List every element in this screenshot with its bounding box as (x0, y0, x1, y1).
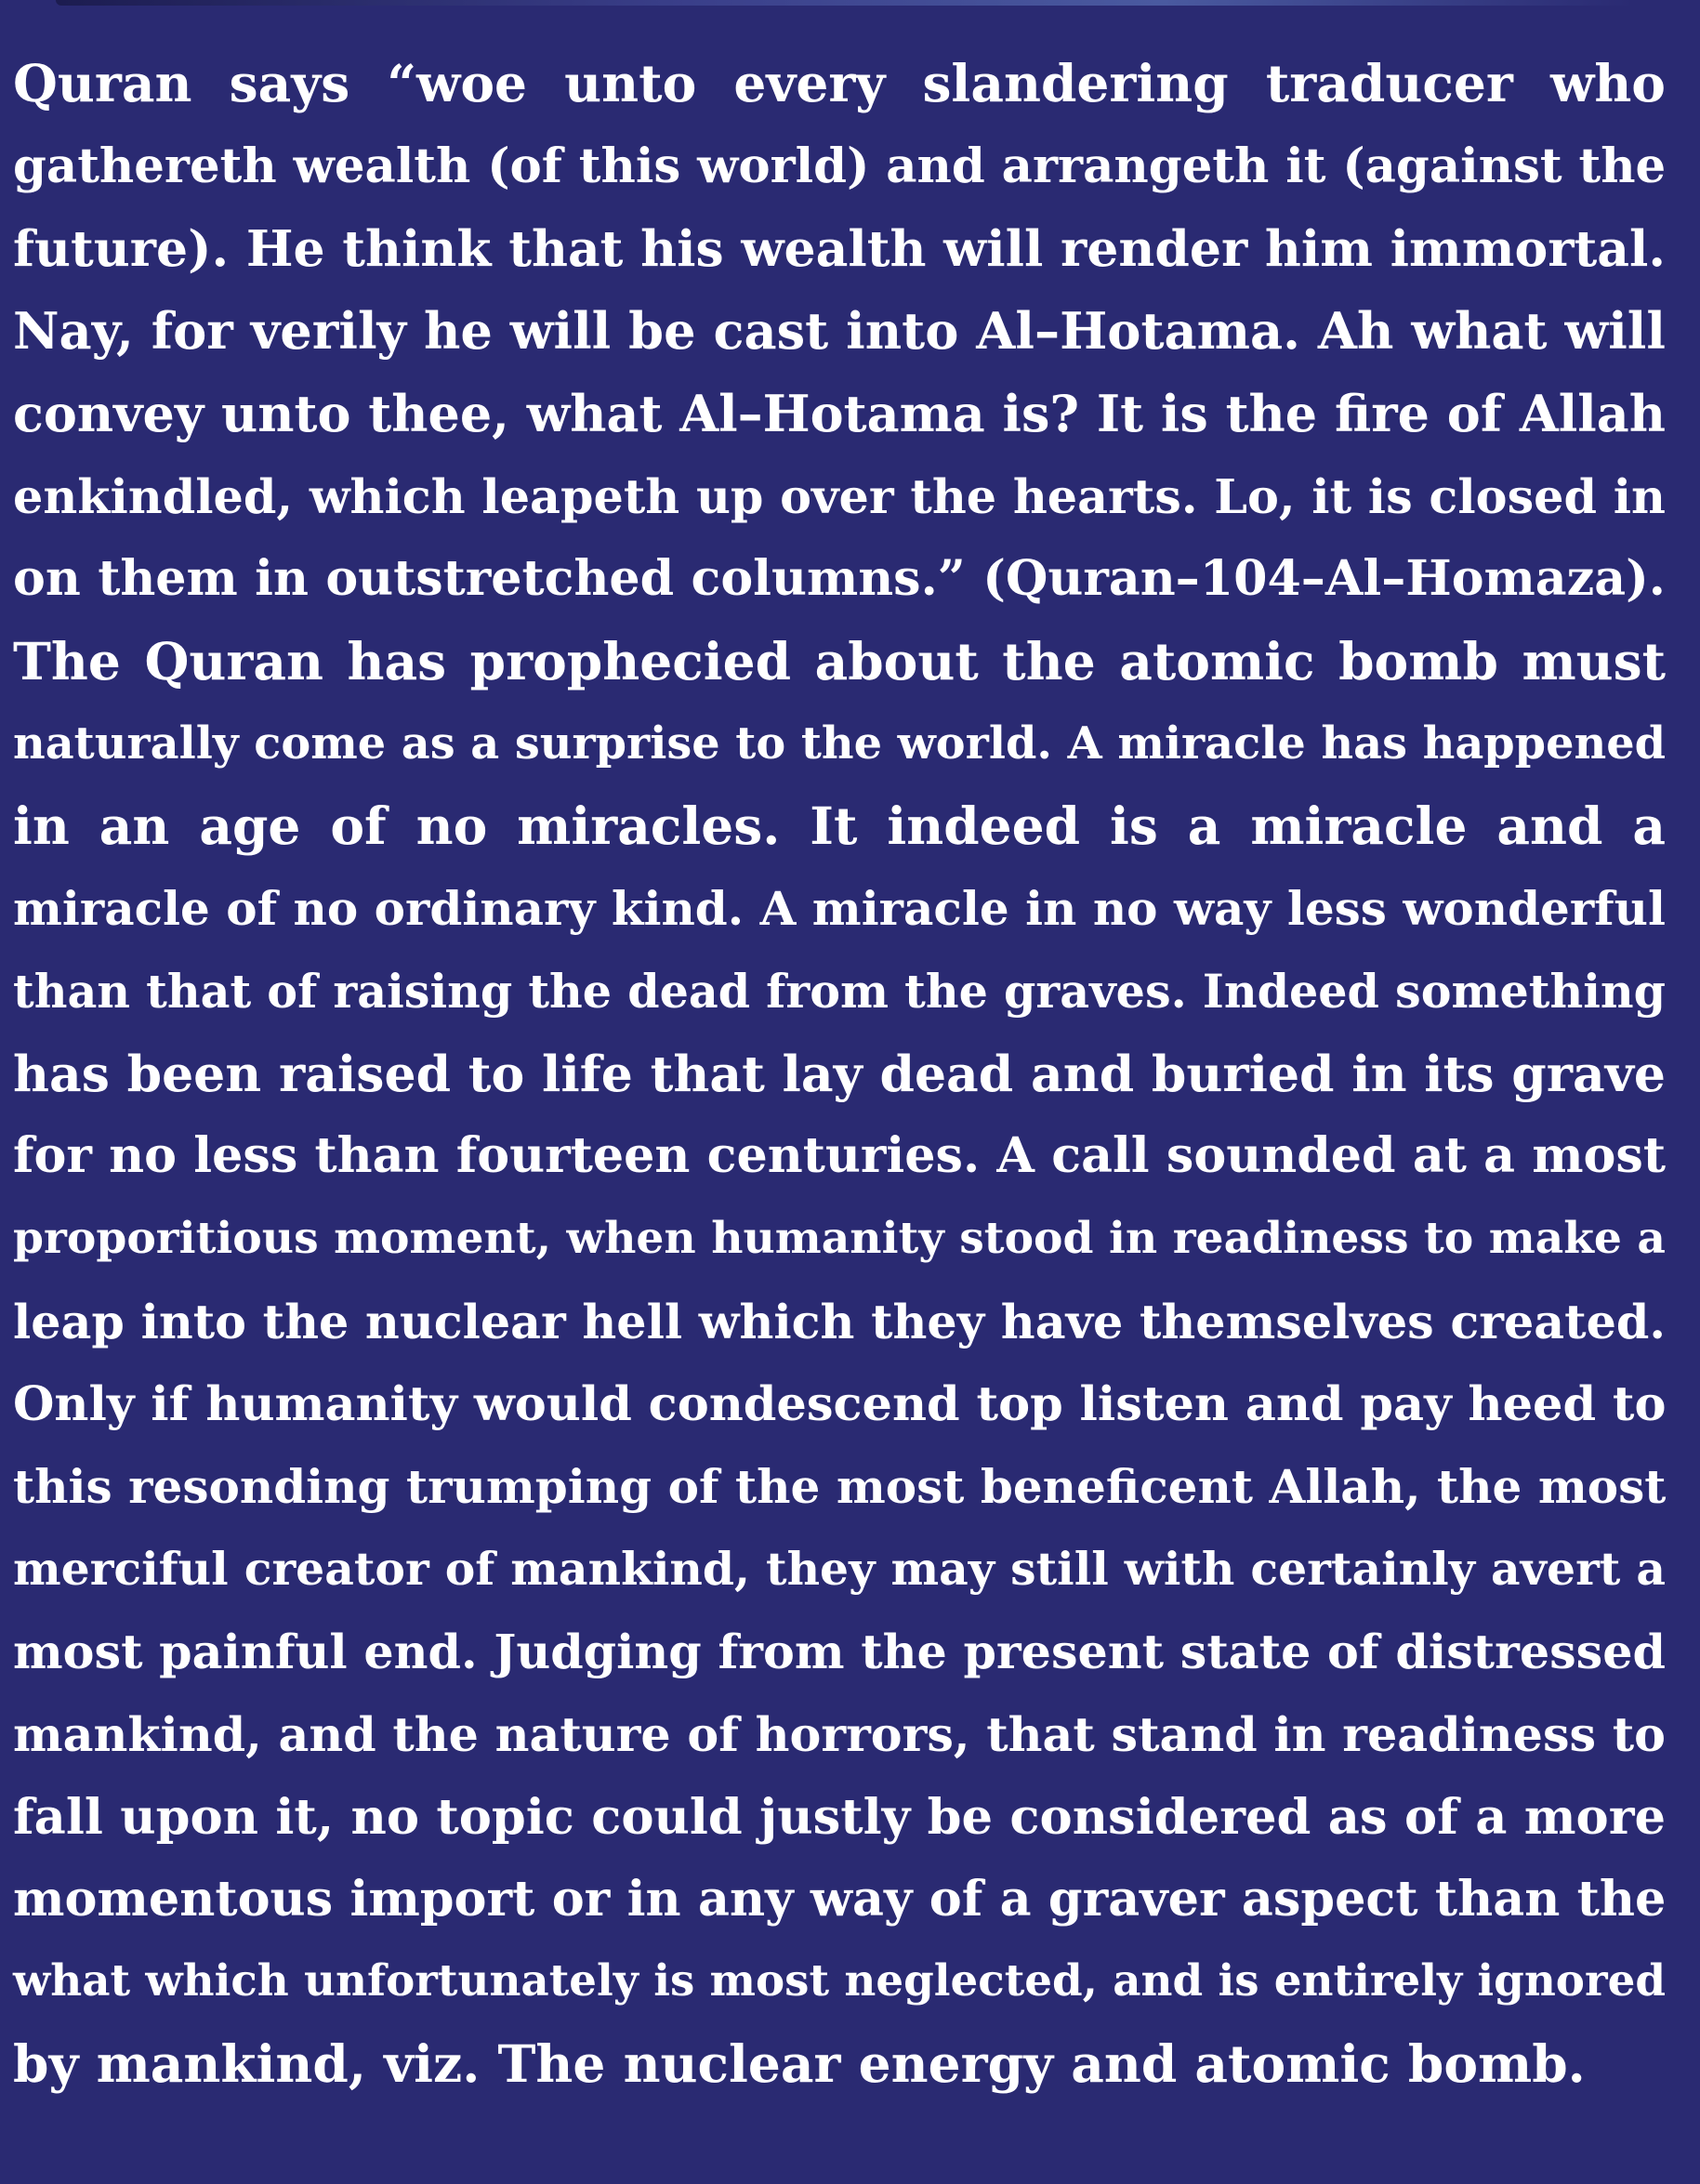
text-line: leap into the nuclear hell which they have themselves created. (13, 1293, 1666, 1349)
text-line: merciful creator of mankind, they may still with certainly avert a (13, 1542, 1666, 1597)
text-line: Quran says “woe unto every slandering traducer who (13, 53, 1666, 113)
text-line: on them in outstretched columns.” (Quran–104–Al–Homaza). (13, 549, 1666, 607)
text-line: naturally come as a surprise to the world. A miracle has happened (13, 717, 1666, 770)
body-paragraph (13, 43, 1666, 2106)
text-line: mankind, and the nature of horrors, that stand in readiness to (13, 1705, 1666, 1762)
text-line: for no less than fourteen centuries. A call sounded at a most (13, 1127, 1666, 1185)
text-line: than that of raising the dead from the graves. Indeed something (13, 964, 1666, 1019)
text-line: Only if humanity would condescend top listen and pay heed to (13, 1375, 1667, 1432)
text-line: momentous import or in any way of a graver aspect than the (13, 1870, 1667, 1927)
text-line: what which unfortunately is most neglected, and is entirely ignored (13, 1955, 1666, 2007)
text-line: by mankind, viz. The nuclear energy and atomic bomb. (13, 2033, 1586, 2095)
text-line: convey unto thee, what Al–Hotama is? It is the fire of Allah (13, 384, 1666, 444)
text-line: miracle of no ordinary kind. A miracle in no way less wonderful (13, 880, 1666, 936)
text-line: this resonding trumping of the most beneficent Allah, the most (13, 1458, 1667, 1514)
text-line: proporitious moment, when humanity stood in readiness to make a (13, 1213, 1666, 1265)
text-line: Nay, for verily he will be cast into Al–Hotama. Ah what will (13, 301, 1666, 362)
text-line: in an age of no miracles. It indeed is a miracle and a (13, 796, 1666, 857)
text-line: The Quran has prophecied about the atomic bomb must (13, 630, 1666, 691)
text-line: future). He think that his wealth will render him immortal. (13, 218, 1666, 278)
page-top-edge (56, 0, 1636, 6)
text-line: most painful end. Judging from the present state of distressed (13, 1624, 1666, 1680)
text-line: gathereth wealth (of this world) and arrangeth it (against the (13, 138, 1667, 194)
text-line: has been raised to life that lay dead and buried in its grave (13, 1044, 1666, 1103)
text-line: fall upon it, no topic could justly be considered as of a more (13, 1787, 1667, 1846)
text-line: enkindled, which leapeth up over the hearts. Lo, it is closed in (13, 467, 1666, 524)
